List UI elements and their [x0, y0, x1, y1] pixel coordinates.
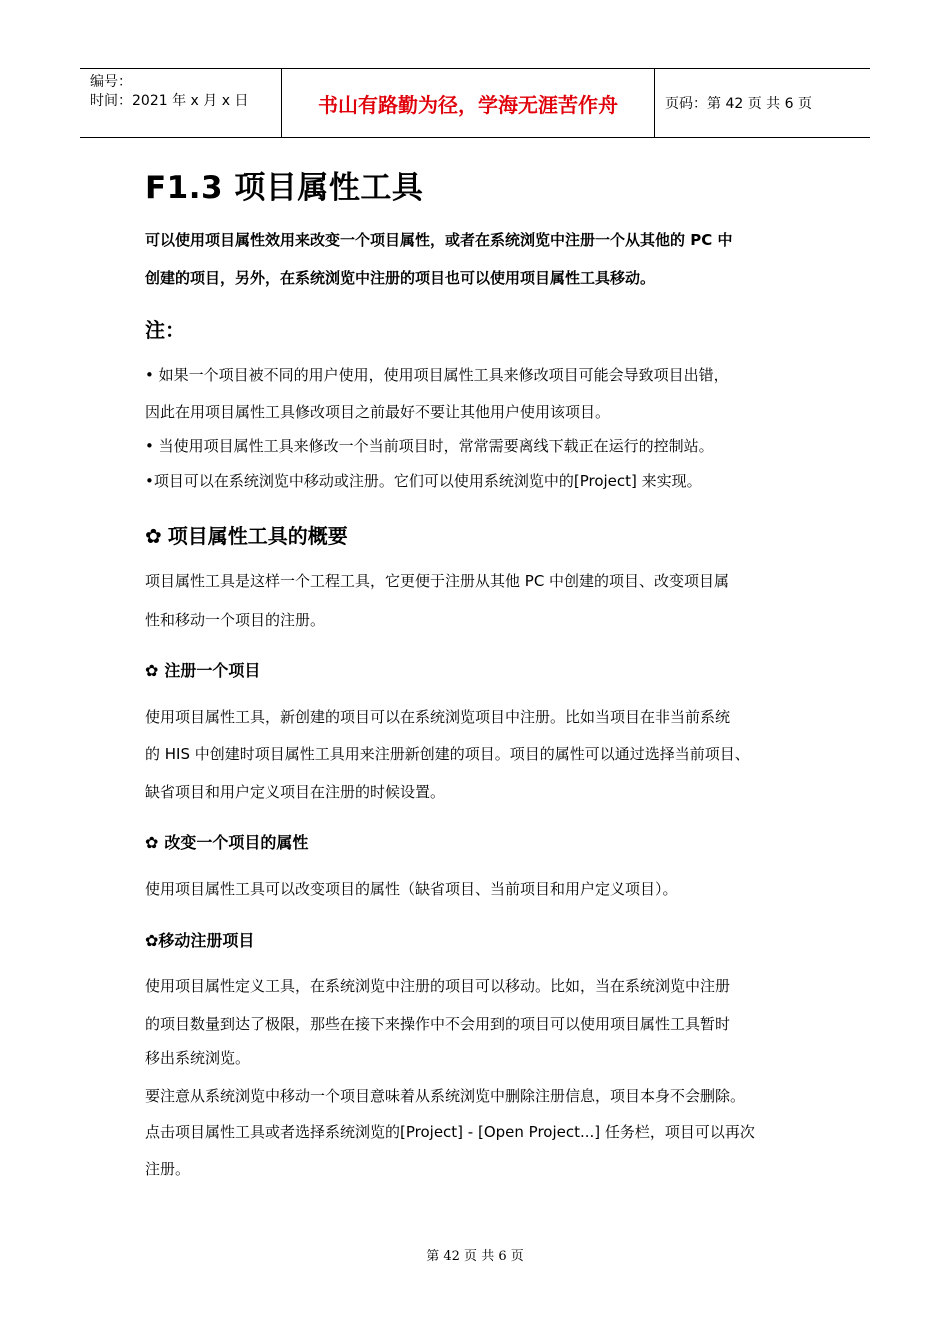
- move-line-1: 使用项目属性定义工具，在系统浏览中注册的项目可以移动。比如，当在系统浏览中注册: [145, 977, 731, 995]
- document-date-label: 时间：2021 年 x 月 x 日: [90, 93, 249, 109]
- move-line-4: 要注意从系统浏览中移动一个项目意味着从系统浏览中删除注册信息，项目本身不会删除。: [145, 1087, 746, 1105]
- intro-line-1: 可以使用项目属性效用来改变一个项目属性，或者在系统浏览中注册一个从其他的 PC 中: [145, 231, 733, 249]
- header-page-number: 页码：第 42 页 共 6 页: [665, 96, 812, 112]
- overview-line-1: 项目属性工具是这样一个工程工具，它更便于注册从其他 PC 中创建的项目、改变项目属: [145, 572, 730, 590]
- register-line-1: 使用项目属性工具，新创建的项目可以在系统浏览项目中注册。比如当项目在非当前系统: [145, 708, 731, 726]
- flower-icon: ✿: [145, 661, 159, 680]
- section-move-title: 移动注册项目: [158, 931, 255, 950]
- flower-icon: ✿: [145, 931, 159, 950]
- note-heading: 注：: [145, 318, 185, 342]
- note-item-2: • 当使用项目属性工具来修改一个当前项目时，常常需要离线下载正在运行的控制站。: [145, 437, 714, 455]
- change-line-1: 使用项目属性工具可以改变项目的属性（缺省项目、当前项目和用户定义项目）。: [145, 880, 678, 898]
- note-item-1b: 因此在用项目属性工具修改项目之前最好不要让其他用户使用该项目。: [145, 403, 611, 421]
- register-line-2: 的 HIS 中创建时项目属性工具用来注册新创建的项目。项目的属性可以通过选择当前项目、: [145, 745, 750, 763]
- section-register-heading: [145, 658, 260, 681]
- section-overview-title: 项目属性工具的概要: [167, 524, 348, 548]
- section-move-heading: [145, 928, 254, 951]
- note-item-3: •项目可以在系统浏览中移动或注册。它们可以使用系统浏览中的[Project] 来实现。: [145, 472, 702, 490]
- page-footer: 第 42 页 共 6 页: [426, 1249, 524, 1264]
- section-change-heading: [145, 830, 308, 853]
- move-line-6: 注册。: [145, 1160, 191, 1178]
- section-register-title: 注册一个项目: [164, 661, 261, 680]
- register-line-3: 缺省项目和用户定义项目在注册的时候设置。: [145, 783, 446, 801]
- intro-line-2: 创建的项目，另外，在系统浏览中注册的项目也可以使用项目属性工具移动。: [145, 269, 656, 287]
- section-change-title: 改变一个项目的属性: [164, 833, 309, 852]
- move-line-3: 移出系统浏览。: [145, 1049, 251, 1067]
- document-number-label: 编号：: [90, 74, 132, 90]
- move-line-2: 的项目数量到达了极限，那些在接下来操作中不会用到的项目可以使用项目属性工具暂时: [145, 1015, 731, 1033]
- page-title: F1.3 项目属性工具: [145, 170, 424, 206]
- move-line-5: 点击项目属性工具或者选择系统浏览的[Project] - [Open Project...] 任务栏，项目可以再次: [145, 1123, 755, 1141]
- flower-icon: ✿: [145, 833, 159, 852]
- header-meta-cell: [80, 69, 282, 137]
- section-overview-heading: [145, 520, 348, 549]
- flower-icon: ✿: [145, 524, 162, 548]
- overview-line-2: 性和移动一个项目的注册。: [145, 611, 326, 629]
- note-item-1a: • 如果一个项目被不同的用户使用，使用项目属性工具来修改项目可能会导致项目出错，: [145, 366, 729, 384]
- header-motto: 书山有路勤为径，学海无涯苦作舟: [282, 69, 655, 137]
- document-header-table: [80, 68, 870, 138]
